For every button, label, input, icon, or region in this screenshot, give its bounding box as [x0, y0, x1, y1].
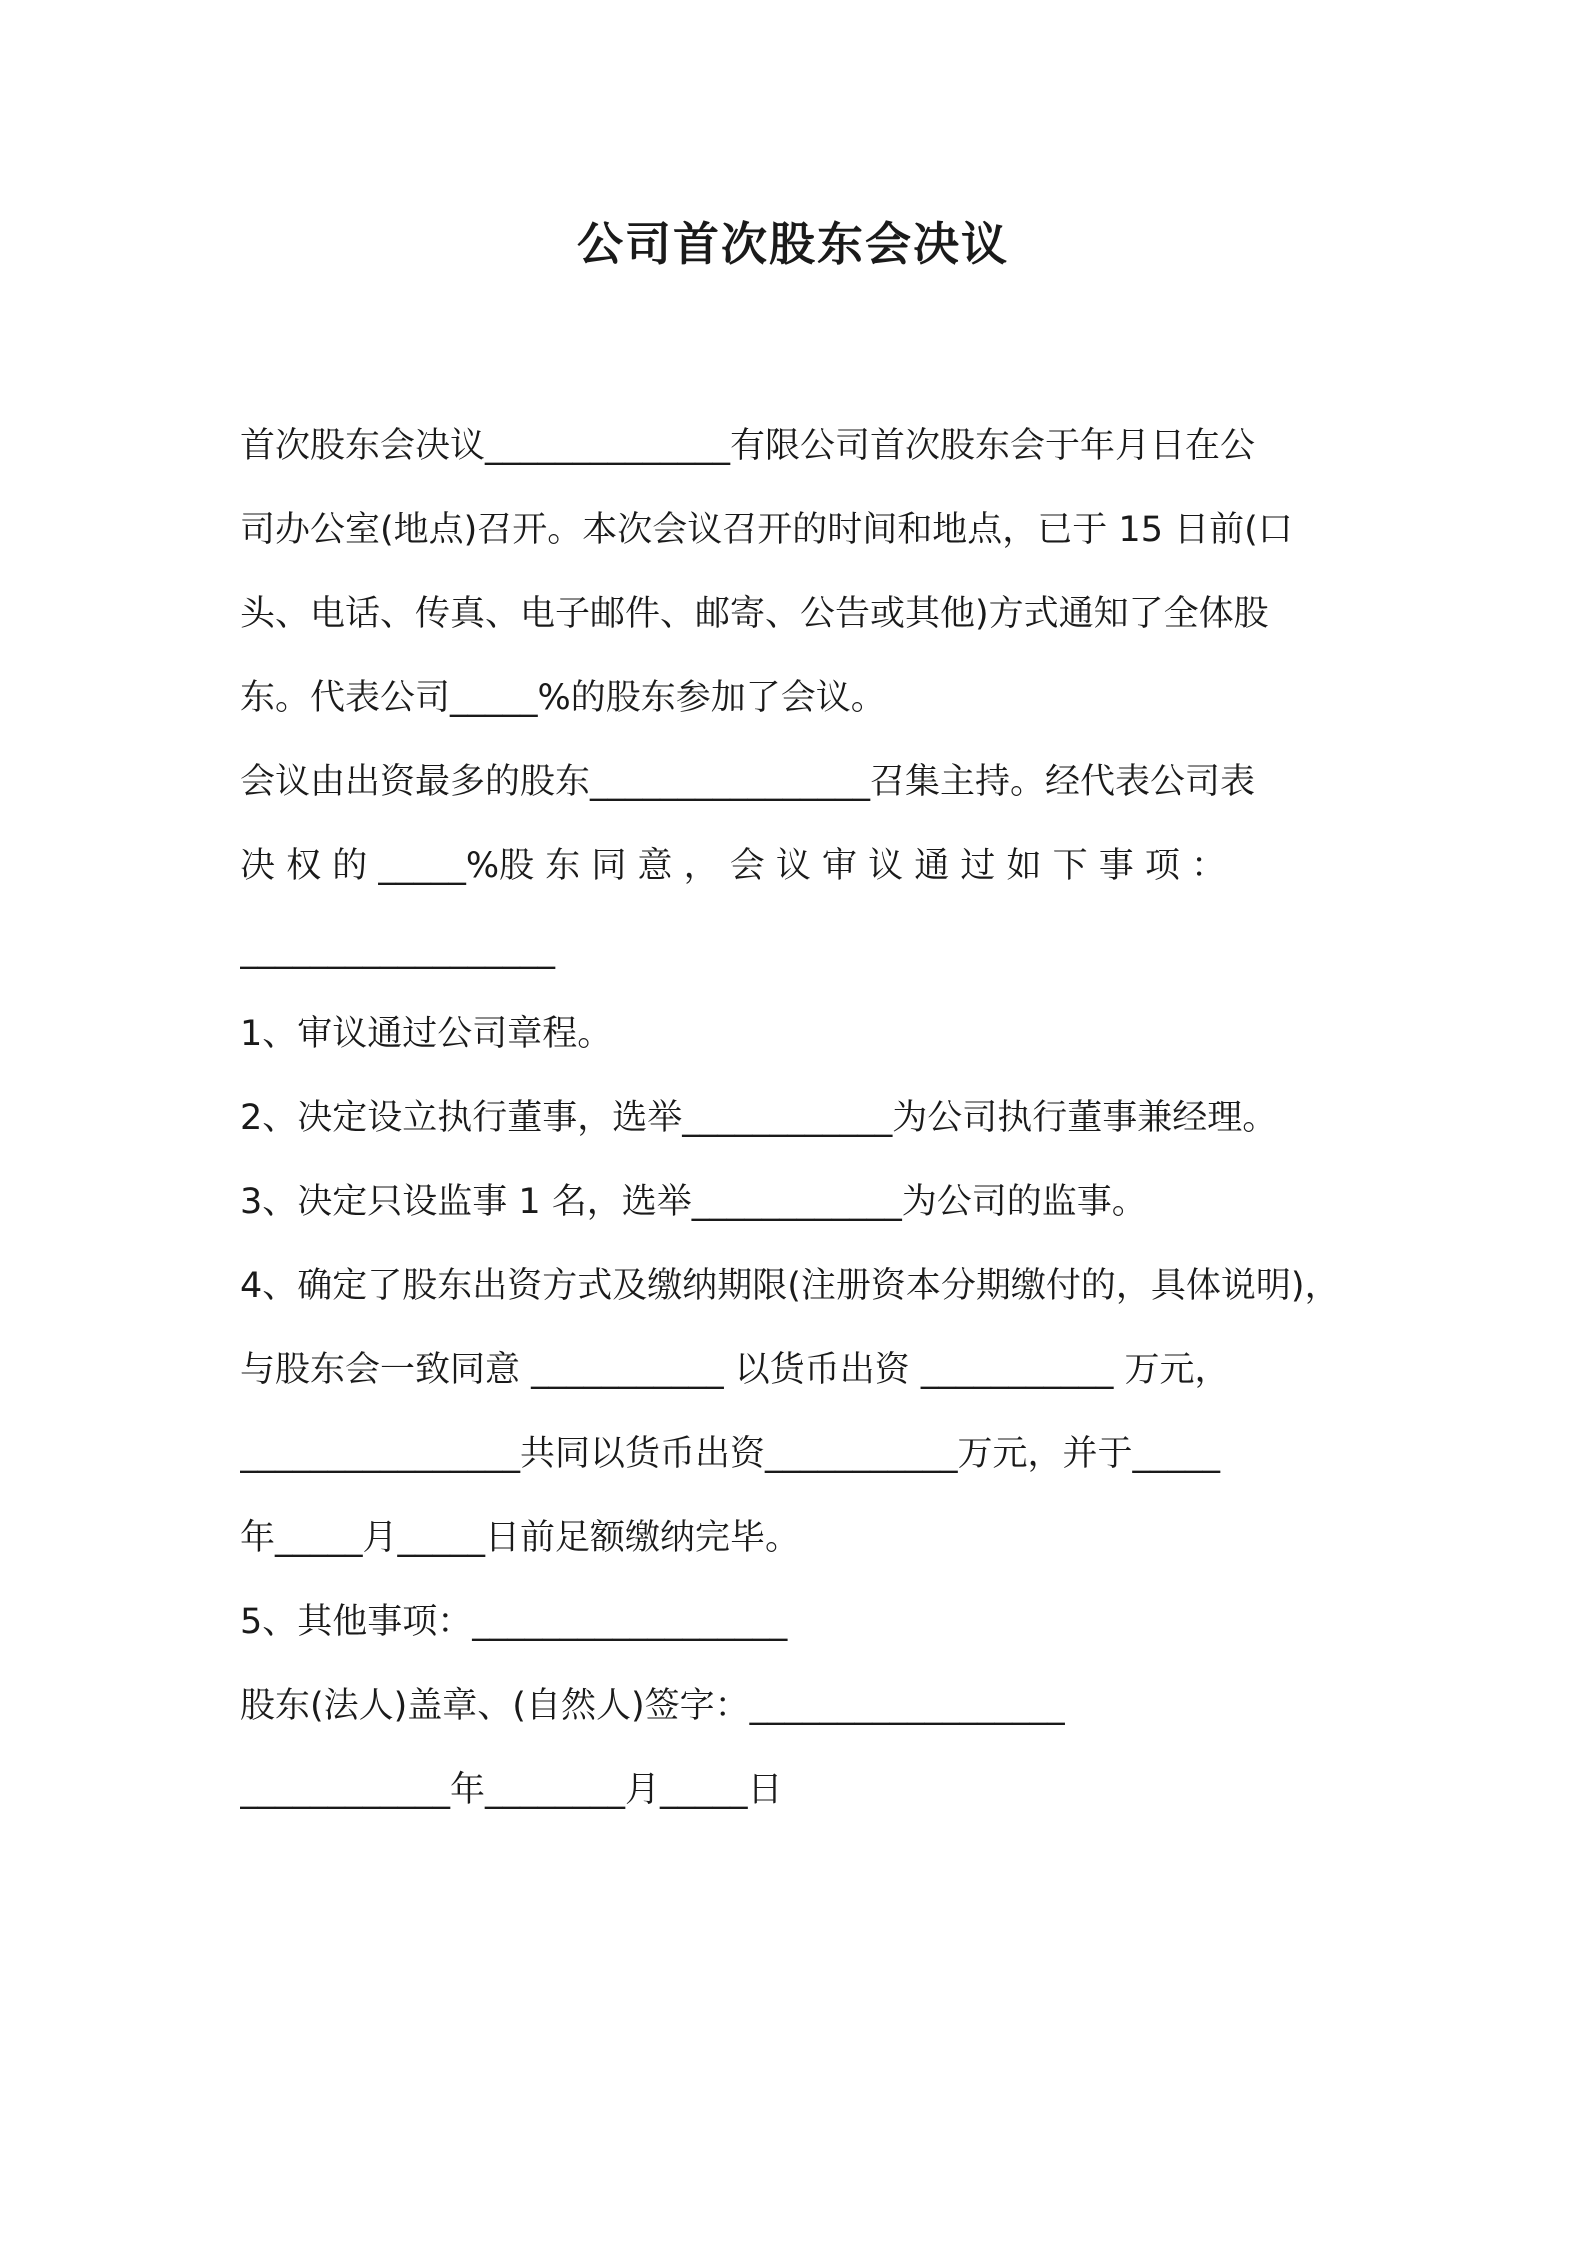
signature-line: 股东(法人)盖章、(自然人)签字：__________________: [240, 1686, 1065, 1726]
paragraph-line-5: 会议由出资最多的股东________________召集主持。经代表公司表: [240, 762, 1256, 802]
item-4-line-2: 与股东会一致同意 ___________ 以货币出资 ___________ 万元，: [240, 1350, 1230, 1390]
item-4-line-3: ________________共同以货币出资___________万元，并于_____: [240, 1434, 1221, 1474]
paragraph-line-1: 首次股东会决议______________有限公司首次股东会于年月日在公: [240, 426, 1256, 466]
item-5: 5、其他事项：__________________: [240, 1602, 788, 1642]
document-body: [240, 404, 1360, 1832]
blank-separator-line: __________________: [240, 930, 555, 970]
paragraph-line-6: 决 权 的 _____%股 东 同 意 ， 会 议 审 议 通 过 如 下 事 项 ：: [240, 846, 1227, 886]
document-title: 公司首次股东会决议: [577, 217, 1009, 271]
paragraph-line-3: 头、电话、传真、电子邮件、邮寄、公告或其他)方式通知了全体股: [240, 594, 1269, 634]
paragraph-line-4: 东。代表公司_____%的股东参加了会议。: [240, 678, 886, 718]
item-1: 1、审议通过公司章程。: [240, 1014, 613, 1054]
item-2: 2、决定设立执行董事，选举____________为公司执行董事兼经理。: [240, 1098, 1278, 1138]
date-line: ____________年________月_____日: [240, 1770, 783, 1810]
paragraph-line-2: 司办公室(地点)召开。本次会议召开的时间和地点，已于 15 日前(口: [240, 510, 1293, 550]
item-4-line-4: 年_____月_____日前足额缴纳完毕。: [240, 1518, 801, 1558]
item-3: 3、决定只设监事 1 名，选举____________为公司的监事。: [240, 1182, 1147, 1222]
item-4-line-1: 4、确定了股东出资方式及缴纳期限(注册资本分期缴付的，具体说明)，: [240, 1266, 1340, 1306]
